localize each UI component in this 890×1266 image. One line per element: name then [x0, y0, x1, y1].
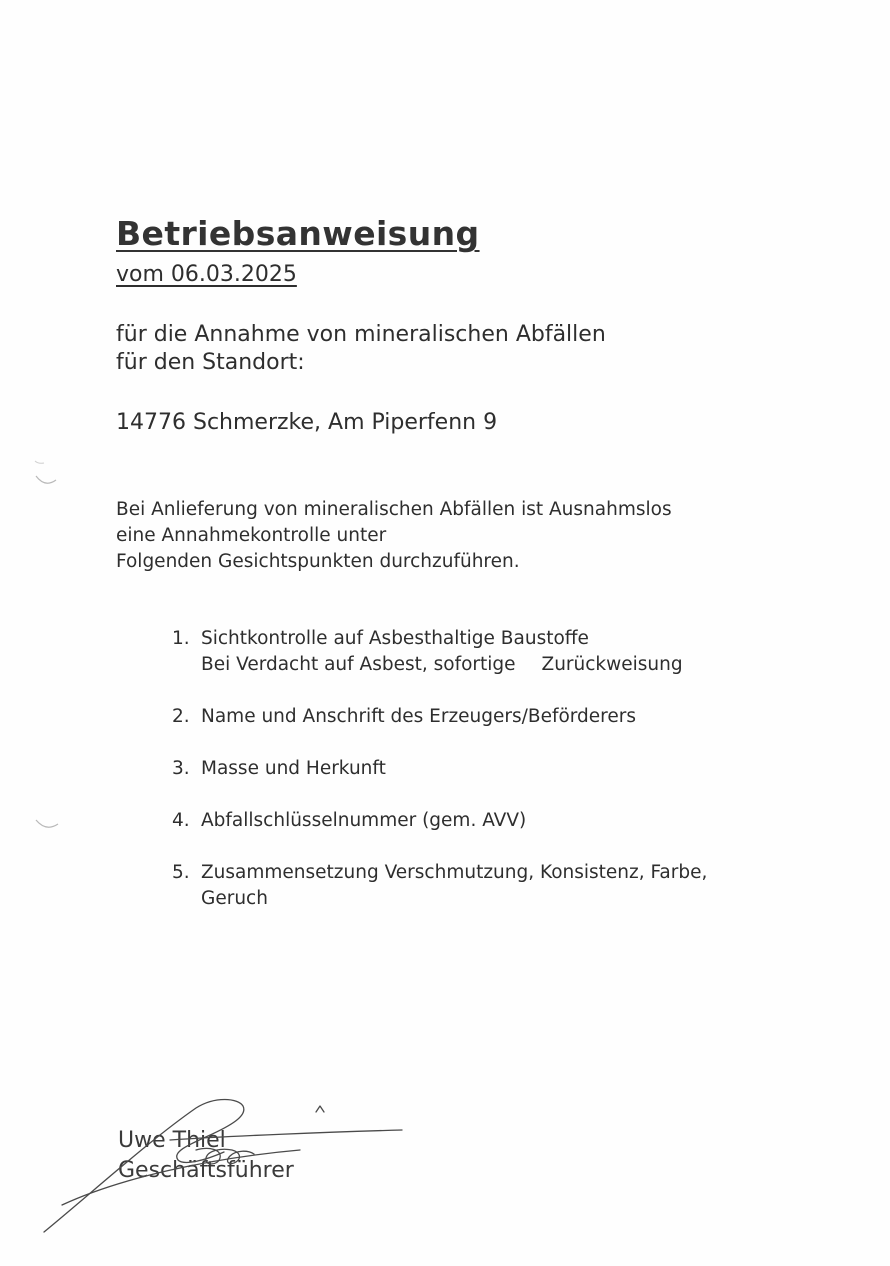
item-text-continued	[201, 652, 707, 678]
item-number: 2.	[172, 706, 190, 727]
list-item	[172, 860, 707, 912]
site-address: 14776 Schmerzke, Am Piperfenn 9	[116, 410, 498, 435]
item-number: 1.	[172, 628, 190, 649]
document-title: Betriebsanweisung	[116, 214, 480, 253]
item-text-part: Bei Verdacht auf Asbest, sofortige	[201, 654, 516, 675]
item-text-continued: Geruch	[201, 888, 268, 909]
list-item	[172, 626, 707, 678]
item-number: 4.	[172, 810, 190, 831]
check-list	[172, 626, 707, 938]
list-item	[172, 808, 707, 834]
item-text: Name und Anschrift des Erzeugers/Beförderers	[201, 706, 637, 727]
item-text-part: Zurückweisung	[541, 654, 683, 675]
item-text: Abfallschlüsselnummer (gem. AVV)	[201, 810, 527, 831]
signer-role: Geschäftsführer	[118, 1158, 294, 1183]
intro-line-2: für den Standort:	[116, 350, 305, 375]
paragraph-line-1: Bei Anlieferung von mineralischen Abfällen ist Ausnahmslos	[116, 499, 672, 520]
intro-text	[116, 321, 606, 377]
item-text: Masse und Herkunft	[201, 758, 386, 779]
intro-line-1: für die Annahme von mineralischen Abfällen	[116, 322, 606, 347]
paragraph-line-2: eine Annahmekontrolle unter	[116, 525, 387, 546]
list-item	[172, 704, 707, 730]
item-number: 3.	[172, 758, 190, 779]
instruction-paragraph	[116, 497, 672, 575]
item-number: 5.	[172, 862, 190, 883]
paragraph-line-3: Folgenden Gesichtspunkten durchzuführen.	[116, 551, 520, 572]
signer-block	[118, 1126, 294, 1186]
signer-name: Uwe Thiel	[118, 1128, 226, 1153]
document-date: vom 06.03.2025	[116, 262, 297, 287]
item-text: Zusammensetzung Verschmutzung, Konsistenz, Farbe,	[201, 862, 708, 883]
item-text: Sichtkontrolle auf Asbesthaltige Baustoffe	[201, 628, 589, 649]
list-item	[172, 756, 707, 782]
